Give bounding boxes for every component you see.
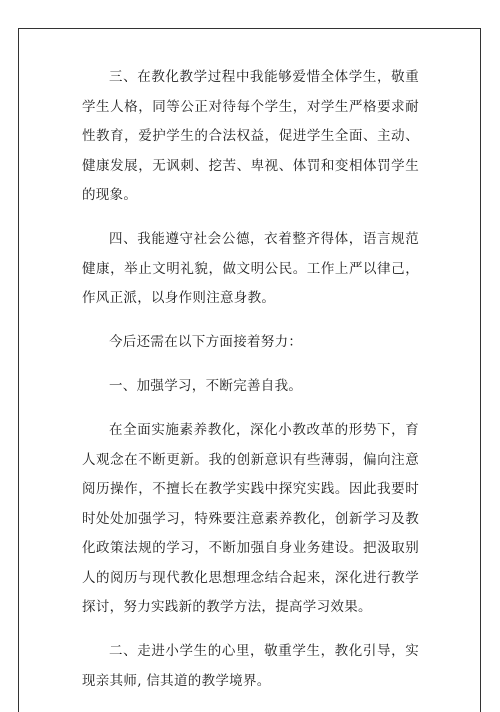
paragraph-heading-2: 二、走进小学生的心里，敬重学生，教化引导，实现亲其师, 信其道的教学境界。 xyxy=(82,643,419,689)
paragraph-item-3: 三、在教化教学过程中我能够爱惜全体学生，敬重学生人格，同等公正对待每个学生，对学生严格要求耐性教育，爱护学生的合法权益，促进学生全面、主动、健康发展，无讽刺、挖苦、卑视、体罚和变相体罚学生的现象。 xyxy=(82,69,419,203)
paragraph-item-4: 四、我能遵守社会公德，衣着整齐得体，语言规范健康，举止文明礼貌，做文明公民。工作上严以律己，作风正派，以身作则注意身教。 xyxy=(82,231,419,306)
paragraph-body-1: 在全面实施素养教化，深化小教改革的形势下，育人观念在不断更新。我的创新意识有些薄弱，偏向注意阅历操作，不擅长在教学实践中探究实践。因此我要时时处处加强学习，特殊要注意素养教化，创新学习及教化政策法规的学习，不断加强自身业务建设。把汲取别人的阅历与现代教化思想理念结合起来，深化进行教学探讨，努力实践新的教学方法，提高学习效果。 xyxy=(82,422,419,615)
paragraph-heading-1: 一、加强学习，不断完善自我。 xyxy=(109,378,303,394)
document-body xyxy=(82,63,419,711)
paragraph-future-intro: 今后还需在以下方面接着努力： xyxy=(109,334,303,350)
